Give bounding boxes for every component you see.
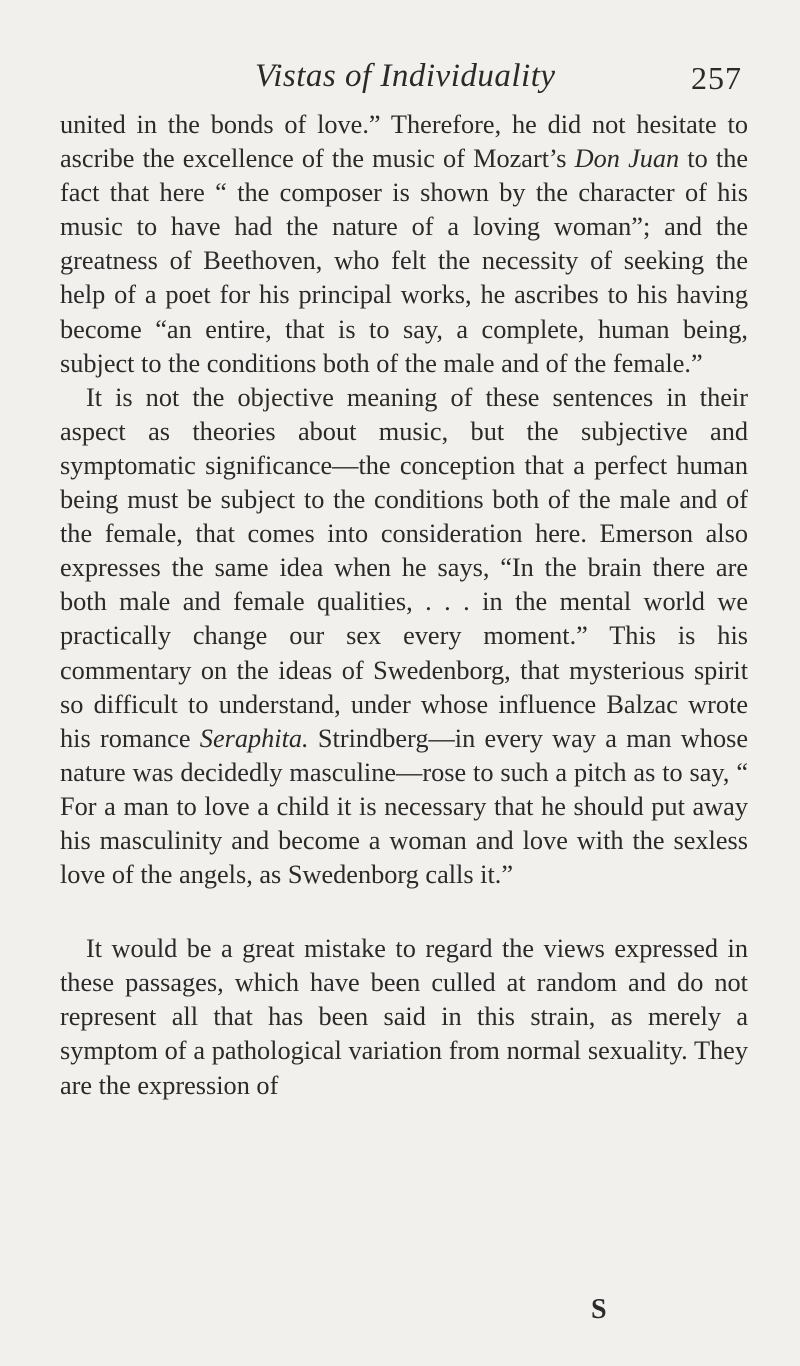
paragraph-2 xyxy=(60,381,748,892)
text-run: It is not the objective meaning of these sentences in their aspect as theories about music, but the subjective and symptomatic significance—the conception that a perfect human being must be subject to the conditions both of the male and of the female, that comes into consideration here. Emerson also expresses the same idea when he says, “In the brain there are both male and female qualities, . . . in the mental world we practically change our sex every moment.” This is his commentary on the ideas of Swedenborg, that mysterious spirit so difficult to understand, under whose influence Balzac wrote his romance xyxy=(60,382,748,753)
paragraph-3 xyxy=(60,932,748,1102)
text-run: It would be a great mistake to regard the views expressed in these passages, which have been culled at random and do not represent all that has been said in this strain, as merely a symptom of a pathological variation from normal sexuality. They are the expression of xyxy=(60,934,748,1100)
italic-title: Don Juan xyxy=(574,144,680,174)
running-title: Vistas of Individuality xyxy=(255,58,556,94)
text-run: to the fact that here “ the composer is shown by the character of his music to have had the nature of a loving woman”; and the greatness of Beethoven, who felt the necessity of seeking the help of a poet for his principal works, he ascribes to his having become “an entire, that is to say, a complete, human being, subject to the conditions both of the male and of the female.” xyxy=(60,144,749,378)
text-run: Strindberg—in every way a man whose nature was decidedly masculine—rose to such a pitch as to say, “ For a man to love a child it is necessary that he should put away his masculinity and become a woman and love with the sexless love of the angels, as Swedenborg calls it.” xyxy=(60,723,748,890)
book-page xyxy=(60,0,748,1366)
paragraph-1 xyxy=(60,108,748,381)
signature-mark: S xyxy=(591,1294,608,1325)
running-head xyxy=(60,58,748,102)
body-text xyxy=(60,108,748,1103)
page-number: 257 xyxy=(691,60,742,96)
text-run: united in the bonds of love.” Therefore, he did not hesitate to ascribe the excellence of the music of Mozart’s xyxy=(60,110,748,174)
italic-title: Seraphita. xyxy=(199,723,309,753)
